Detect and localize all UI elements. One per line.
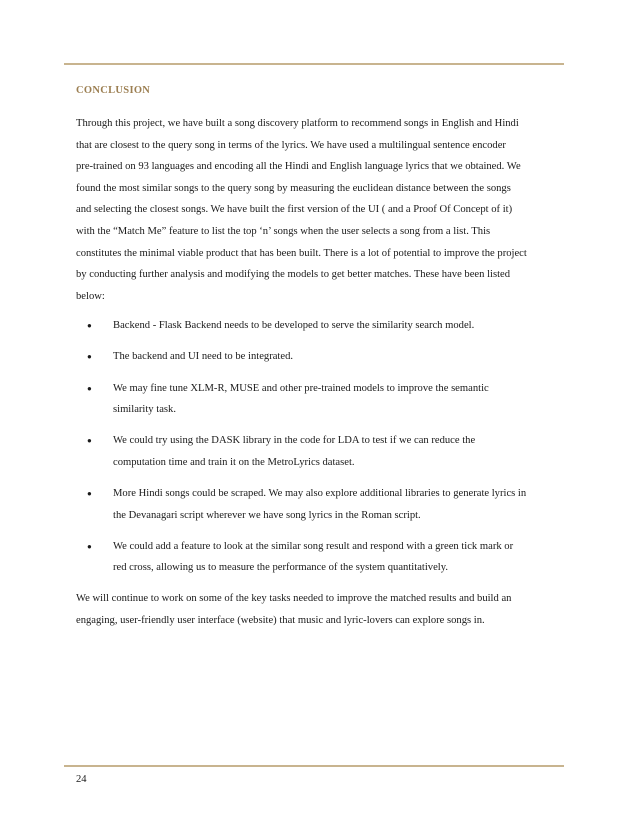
text-line: Backend - Flask Backend needs to be developed to serve the similarity search model. <box>113 320 475 332</box>
document-body <box>76 113 566 631</box>
closing-paragraph <box>76 588 566 631</box>
footer-rule <box>64 765 564 767</box>
page-number: 24 <box>76 774 87 785</box>
text-line: similarity task. <box>113 404 176 416</box>
bullet-icon: ● <box>87 488 92 498</box>
list-item <box>76 430 566 473</box>
text-line: red cross, allowing us to measure the performance of the system quantitatively. <box>113 562 448 574</box>
list-item <box>76 536 566 579</box>
text-line: that are closest to the query song in terms of the lyrics. We have used a multilingual sentence encoder <box>76 139 506 151</box>
list-item <box>76 315 566 337</box>
text-line: constitutes the minimal viable product that has been built. There is a lot of potential to improve the project <box>76 247 527 259</box>
list-item <box>76 346 566 368</box>
text-line: and selecting the closest songs. We have built the first version of the UI ( and a Proof Of Concept of it) <box>76 204 513 216</box>
list-item <box>76 378 566 421</box>
text-line: below: <box>76 290 105 302</box>
section-heading: CONCLUSION <box>76 85 151 96</box>
text-line: More Hindi songs could be scraped. We may also explore additional libraries to generate lyrics in <box>113 487 527 499</box>
bullet-icon: ● <box>87 321 92 331</box>
bullet-icon: ● <box>87 383 92 393</box>
bullet-icon: ● <box>87 352 92 362</box>
text-line: engaging, user-friendly user interface (website) that music and lyric-lovers can explore songs in. <box>76 614 485 626</box>
bullet-icon: ● <box>87 541 92 551</box>
text-line: the Devanagari script wherever we have song lyrics in the Roman script. <box>113 509 421 521</box>
text-line: with the “Match Me” feature to list the top ‘n’ songs when the user selects a song from a list. This <box>76 225 491 237</box>
text-line: found the most similar songs to the query song by measuring the euclidean distance between the songs <box>76 182 511 194</box>
text-line: The backend and UI need to be integrated. <box>113 351 294 363</box>
text-line: We could add a feature to look at the similar song result and respond with a green tick mark or <box>113 540 514 552</box>
text-line: computation time and train it on the MetroLyrics dataset. <box>113 456 355 468</box>
intro-paragraph <box>76 113 566 307</box>
improvement-list <box>76 315 566 578</box>
text-line: We could try using the DASK library in the code for LDA to test if we can reduce the <box>113 435 476 447</box>
bullet-icon: ● <box>87 436 92 446</box>
text-line: pre-trained on 93 languages and encoding all the Hindi and English language lyrics that we obtained. We <box>76 161 521 173</box>
text-line: by conducting further analysis and modifying the models to get better matches. These have been listed <box>76 269 511 281</box>
text-line: We may fine tune XLM-R, MUSE and other pre-trained models to improve the semantic <box>113 382 489 394</box>
header-rule <box>64 63 564 65</box>
text-line: We will continue to work on some of the key tasks needed to improve the matched results and build an <box>76 593 512 605</box>
text-line: Through this project, we have built a song discovery platform to recommend songs in English and Hindi <box>76 118 519 129</box>
list-item <box>76 483 566 526</box>
